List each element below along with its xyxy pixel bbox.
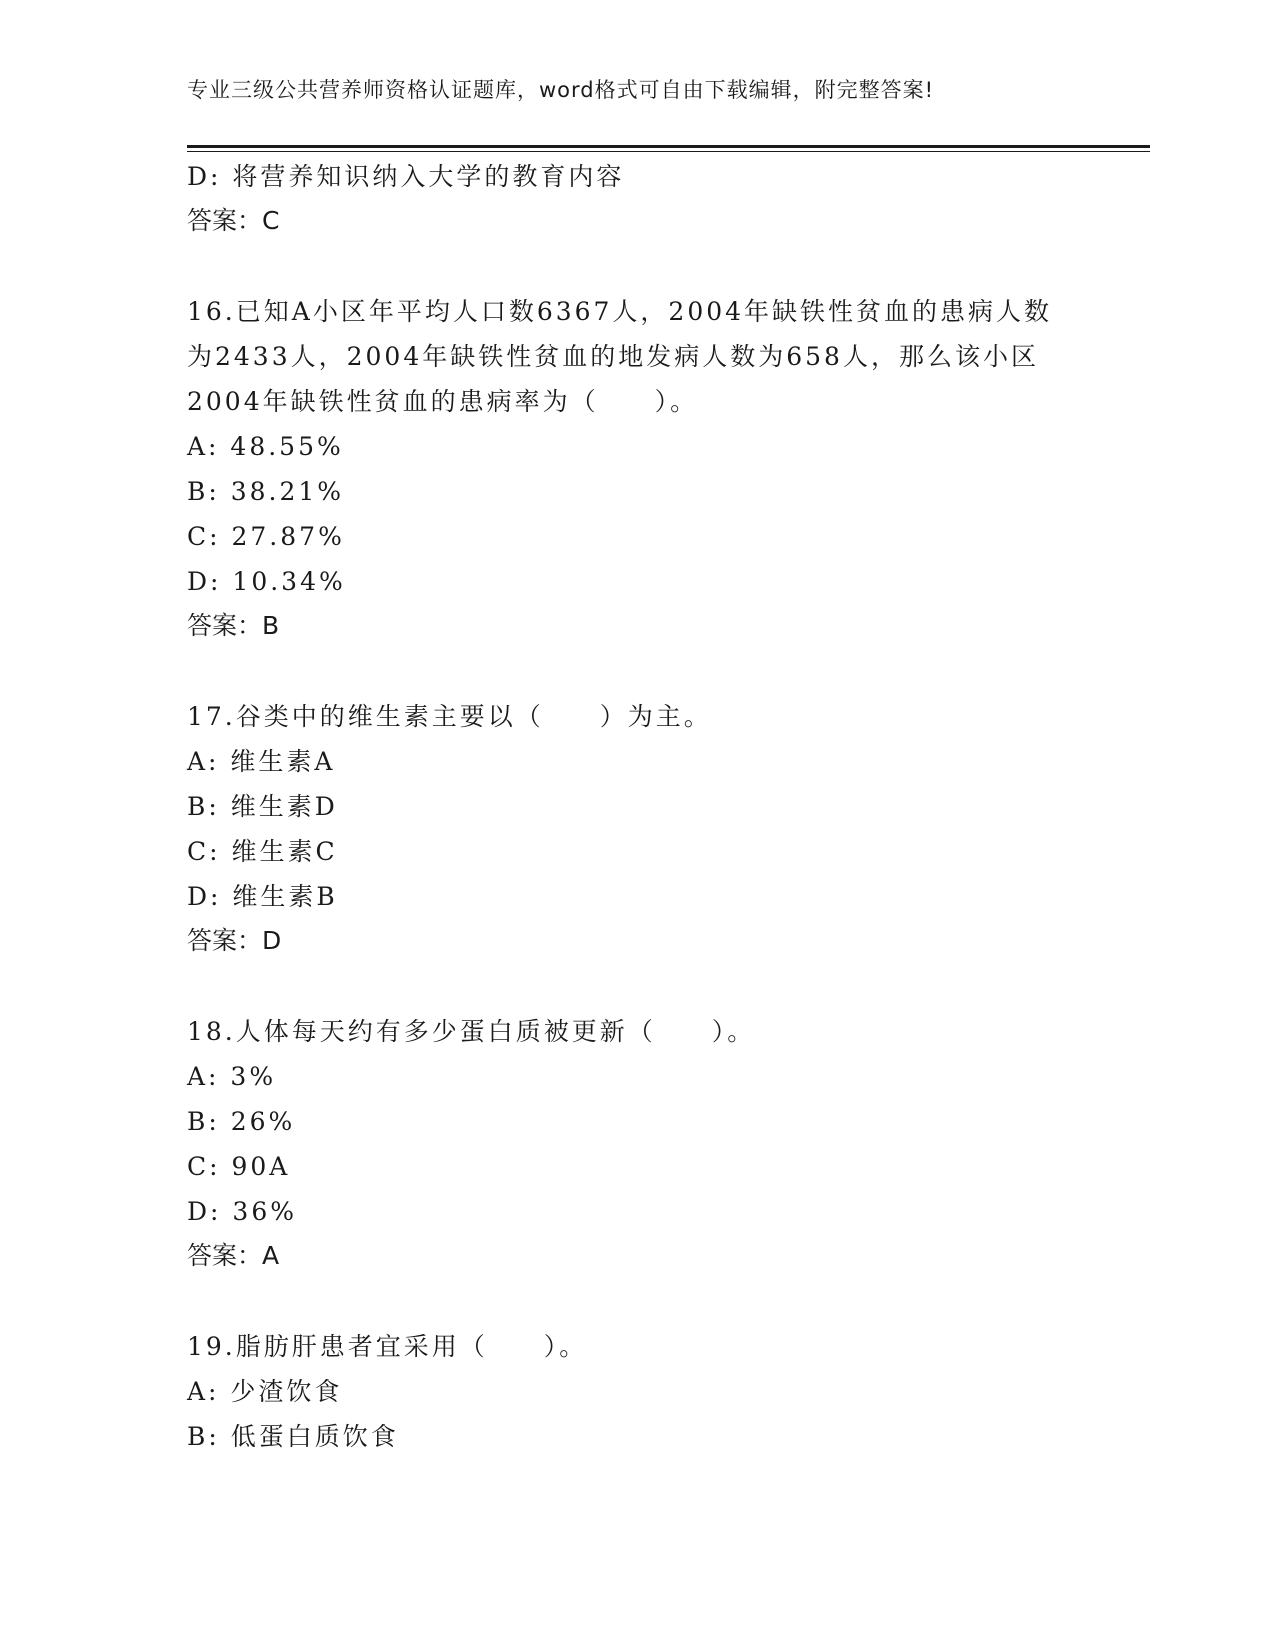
q18-option-b: B: 26% [187,1107,296,1136]
q18-stem: 18.人体每天约有多少蛋白质被更新（ ）。 [187,1017,756,1046]
q16-option-a: A: 48.55% [187,432,344,461]
q17-answer: 答案：D [187,926,282,955]
q19-stem: 19.脂肪肝患者宜采用（ ）。 [187,1332,588,1361]
q17-stem: 17.谷类中的维生素主要以（ ）为主。 [187,702,712,731]
q15-answer: 答案：C [187,206,280,235]
q16-option-d: D: 10.34% [187,567,346,596]
q16-option-b: B: 38.21% [187,477,345,506]
header-rule-thick [187,145,1150,148]
q18-answer: 答案：A [187,1241,280,1270]
q17-option-d: D: 维生素B [187,882,338,911]
q17-option-c: C: 维生素C [187,837,338,866]
q15-option-d: D: 将营养知识纳入大学的教育内容 [187,162,625,191]
q16-stem-line-2: 为2433人，2004年缺铁性贫血的地发病人数为658人，那么该小区 [187,342,1039,371]
q16-stem-line-3: 2004年缺铁性贫血的患病率为（ ）。 [187,387,699,416]
q18-option-c: C: 90A [187,1152,291,1181]
q17-option-b: B: 维生素D [187,792,338,821]
q17-option-a: A: 维生素A [187,747,336,776]
q16-stem-line-1: 16.已知A小区年平均人口数6367人，2004年缺铁性贫血的患病人数 [187,297,1053,326]
q18-option-a: A: 3% [187,1062,277,1091]
q19-option-b: B: 低蛋白质饮食 [187,1422,399,1451]
q16-option-c: C: 27.87% [187,522,345,551]
q18-option-d: D: 36% [187,1197,297,1226]
page-header: 专业三级公共营养师资格认证题库，word格式可自由下载编辑，附完整答案! [187,78,935,102]
q16-answer: 答案：B [187,611,280,640]
header-rule-thin [187,151,1150,152]
q19-option-a: A: 少渣饮食 [187,1377,343,1406]
